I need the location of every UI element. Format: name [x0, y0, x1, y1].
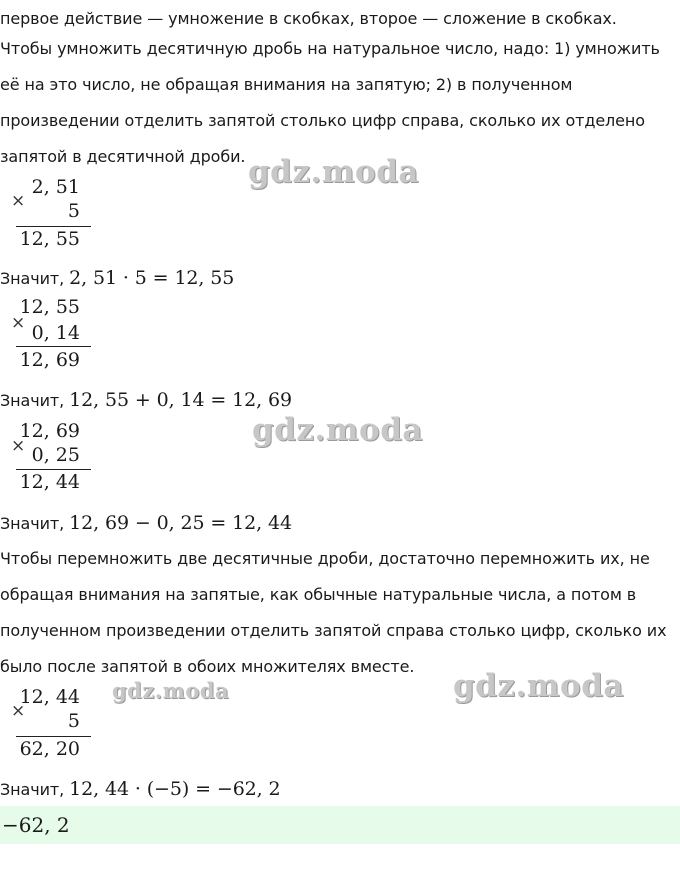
text-line: запятой в десятичной дроби.: [0, 147, 246, 166]
conclusion-label: Значит,: [0, 780, 65, 799]
operation-sign: ×: [11, 313, 26, 333]
text-line: её на это число, не обращая внимания на запятую; 2) в полученном: [0, 75, 573, 94]
conclusion-line: [0, 780, 281, 799]
column-subtraction-3: [0, 418, 92, 498]
watermark-logo: gdz.moda: [112, 678, 230, 703]
answer-box: [0, 806, 680, 844]
conclusion-label: Значит,: [0, 269, 65, 288]
result-rule: [16, 469, 91, 470]
sum: 12, 69: [19, 349, 80, 371]
result-rule: [16, 226, 91, 227]
watermark-logo: gdz.moda: [248, 154, 419, 190]
answer-value: −62, 2: [2, 813, 70, 837]
multiply-sign: ×: [11, 701, 26, 721]
watermark-logo: gdz.moda: [252, 412, 423, 448]
text-line: первое действие — умножение в скобках, второе — сложение в скобках.: [0, 9, 617, 28]
result-rule: [16, 346, 91, 347]
text-line: было после запятой в обоих множителях вместе.: [0, 657, 415, 676]
term-a: 12, 55: [19, 296, 80, 318]
watermark-logo: gdz.moda: [453, 668, 624, 704]
product: 12, 55: [19, 228, 80, 250]
conclusion-expression: 12, 44 · (−5) = −62, 2: [69, 778, 281, 800]
conclusion-label: Значит,: [0, 391, 65, 410]
conclusion-expression: 2, 51 · 5 = 12, 55: [69, 267, 235, 289]
text-line: полученном произведении отделить запятой справа столько цифр, сколько их: [0, 621, 667, 640]
text-line: произведении отделить запятой столько цифр справа, сколько их отделено: [0, 111, 645, 130]
product: 62, 20: [19, 738, 80, 760]
factor-b: 5: [67, 200, 80, 222]
text-line: Чтобы умножить десятичную дробь на натуральное число, надо: 1) умножить: [0, 39, 660, 58]
multiply-sign: ×: [11, 191, 26, 211]
factor-b: 5: [67, 710, 80, 732]
text-line: обращая внимания на запятые, как обычные натуральные числа, а потом в: [0, 585, 637, 604]
column-addition-2: [0, 294, 92, 374]
conclusion-line: [0, 391, 292, 410]
conclusion-line: [0, 514, 292, 533]
factor-a: 12, 44: [19, 686, 80, 708]
text-line: Чтобы перемножить две десятичные дроби, достаточно перемножить их, не: [0, 549, 650, 568]
column-multiplication-1: [0, 174, 92, 254]
conclusion-expression: 12, 69 − 0, 25 = 12, 44: [69, 512, 293, 534]
operation-sign: ×: [11, 436, 26, 456]
minuend: 12, 69: [19, 420, 80, 442]
factor-a: 2, 51: [31, 176, 80, 198]
subtrahend: 0, 25: [31, 444, 80, 466]
difference: 12, 44: [19, 471, 80, 493]
conclusion-label: Значит,: [0, 514, 65, 533]
result-rule: [16, 736, 91, 737]
conclusion-expression: 12, 55 + 0, 14 = 12, 69: [69, 389, 293, 411]
conclusion-line: [0, 269, 234, 288]
column-multiplication-4: [0, 684, 92, 764]
term-b: 0, 14: [31, 322, 80, 344]
